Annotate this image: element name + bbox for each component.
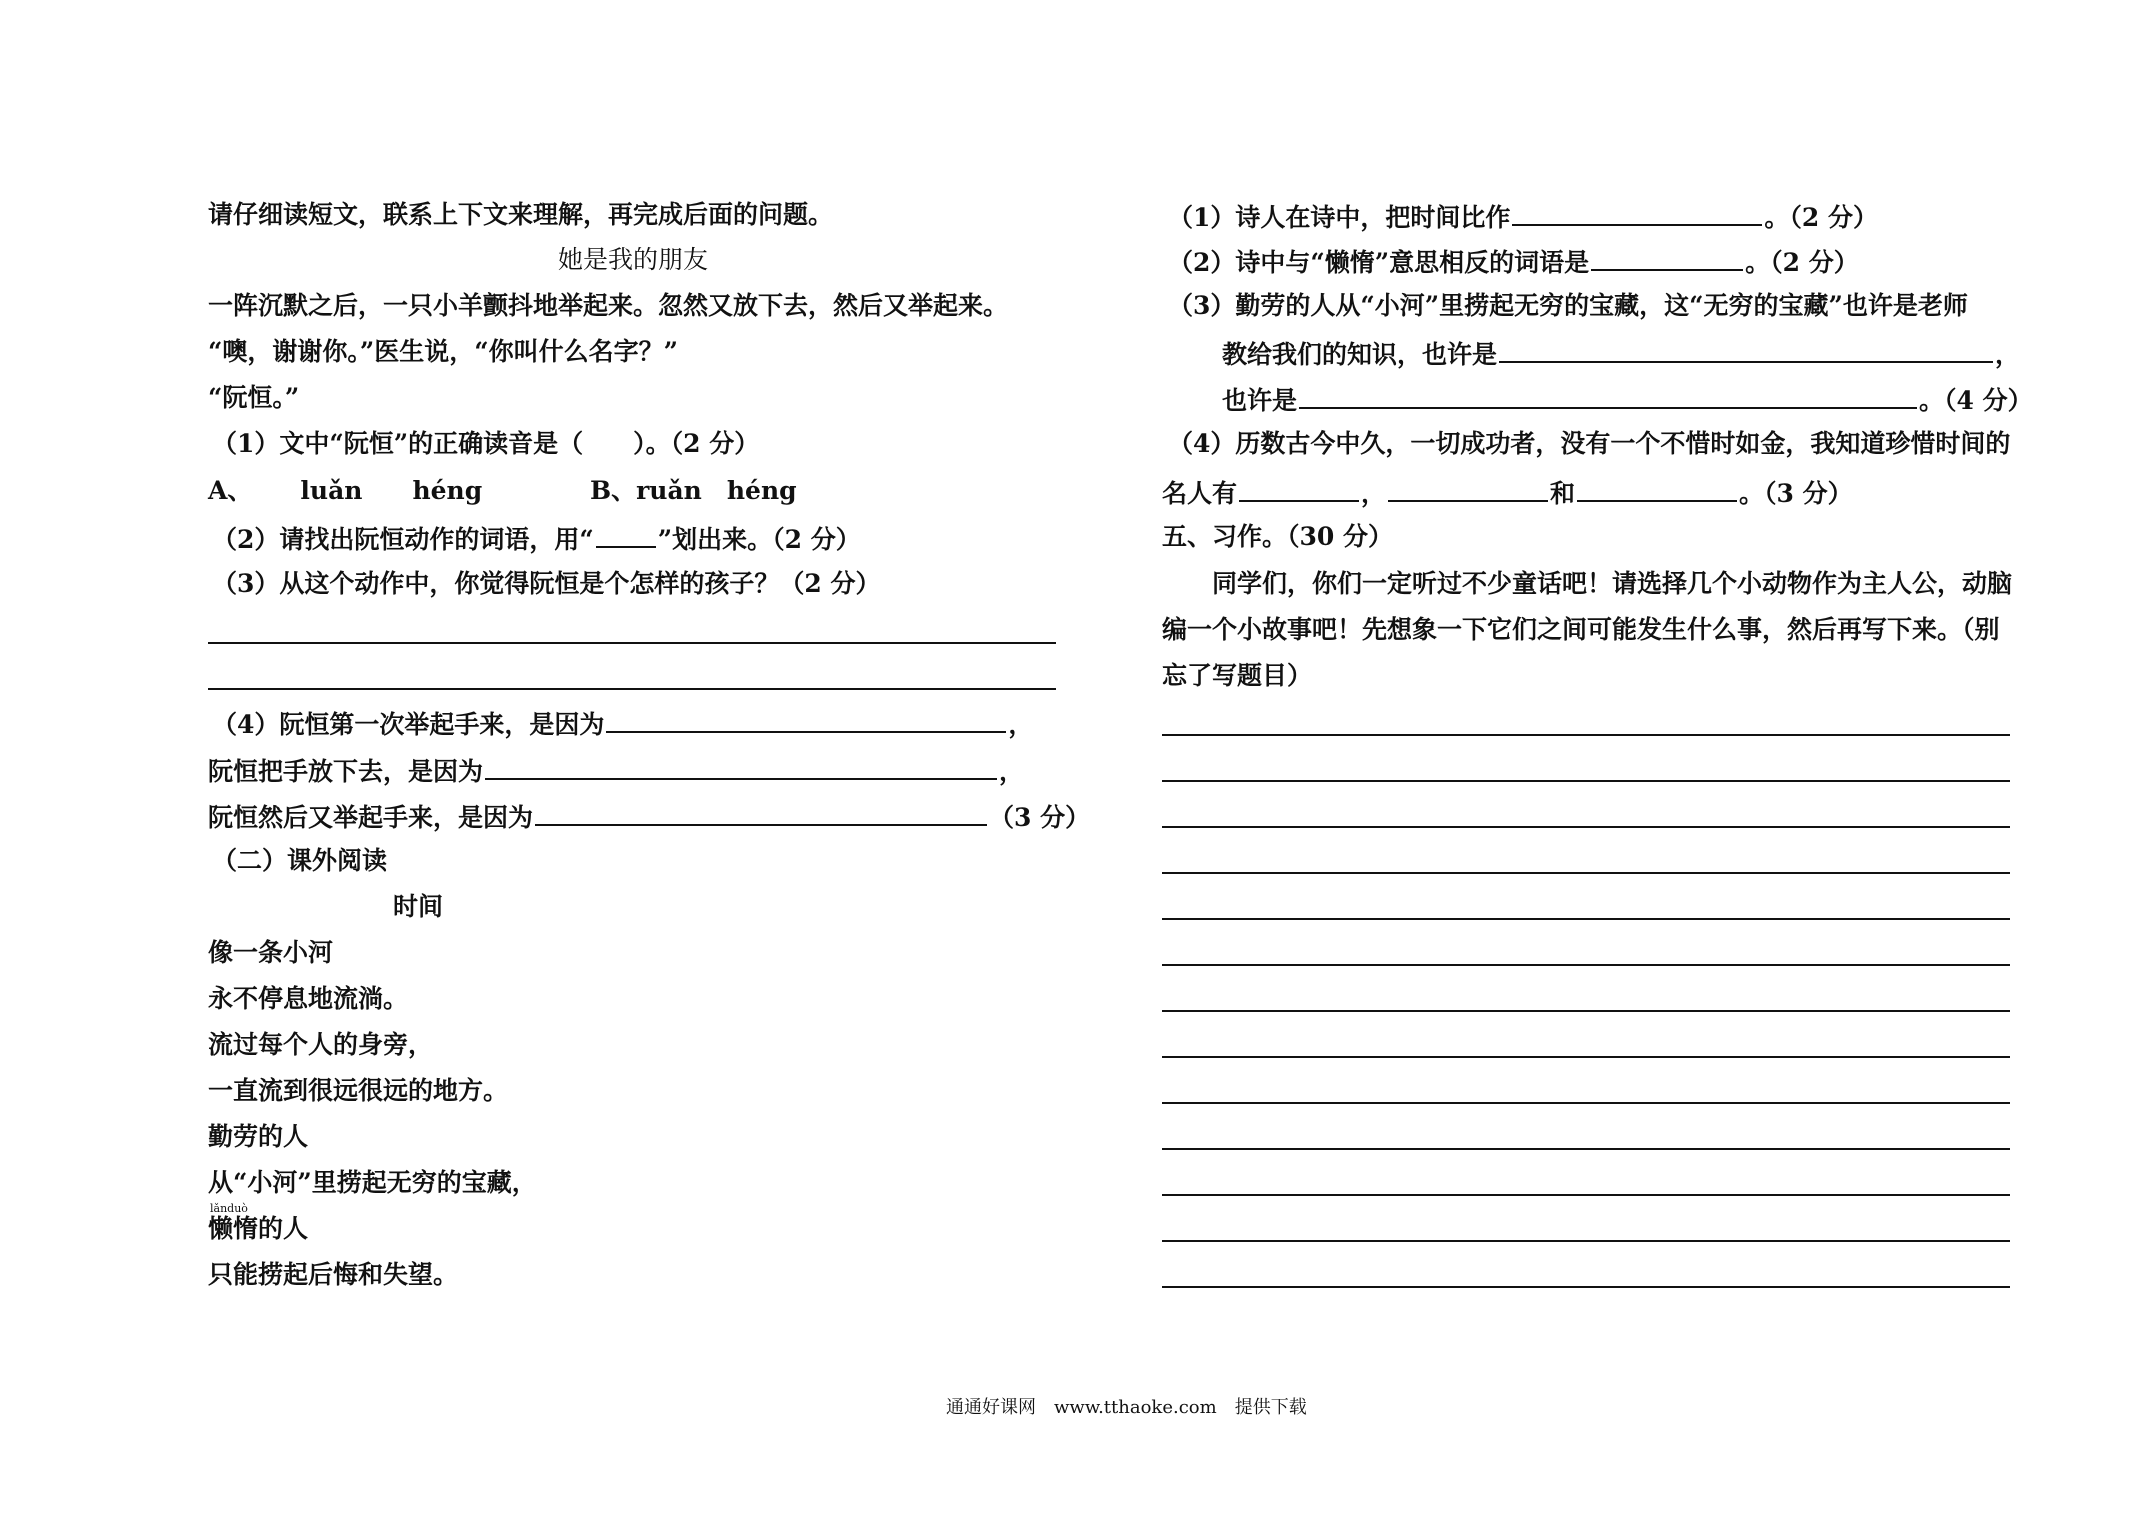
- reading-question-4-line-1: （4）历数古今中久，一切成功者，没有一个不惜时如金，我知道珍惜时间的: [1168, 429, 2011, 458]
- answer-blank-r1[interactable]: [1512, 200, 1762, 226]
- poem-line-6: 从“小河”里捞起无穷的宝藏，: [208, 1168, 537, 1197]
- poem-line-5: 勤劳的人: [208, 1122, 309, 1151]
- answer-blank-r3-1[interactable]: [1499, 337, 1993, 363]
- poem-line-7: 懒惰的人: [208, 1214, 309, 1243]
- section-2-heading: （二）课外阅读: [212, 846, 388, 875]
- story-title: 她是我的朋友: [558, 245, 709, 274]
- essay-line-11[interactable]: [1162, 1194, 2010, 1196]
- essay-prompt-line-3: 忘了写题目）: [1162, 661, 1313, 690]
- story-line-2: “噢，谢谢你。”医生说，“你叫什么名字？”: [208, 337, 679, 366]
- option-b-pinyin: ruǎn héng: [636, 476, 797, 505]
- answer-blank-r4-2[interactable]: [1388, 476, 1548, 502]
- answer-blank-q4-1[interactable]: [606, 707, 1006, 733]
- essay-line-9[interactable]: [1162, 1102, 2010, 1104]
- essay-line-10[interactable]: [1162, 1148, 2010, 1150]
- poem-line-2: 永不停息地流淌。: [208, 984, 409, 1013]
- option-a-pinyin: luǎn héng: [300, 476, 483, 505]
- reading-question-3-line-3: 也许是 。（4 分）: [1222, 383, 2033, 416]
- question-4-line-2: 阮恒把手放下去，是因为 ，: [208, 754, 1024, 787]
- poem-line-1: 像一条小河: [208, 938, 334, 967]
- answer-blank-r3-2[interactable]: [1299, 383, 1917, 409]
- essay-prompt-line-1: 同学们，你们一定听过不少童话吧！请选择几个小动物作为主人公，动脑: [1212, 569, 2013, 598]
- story-line-1: 一阵沉默之后，一只小羊颤抖地举起来。忽然又放下去，然后又举起来。: [208, 291, 1009, 320]
- essay-line-8[interactable]: [1162, 1056, 2010, 1058]
- answer-line-q3-1[interactable]: [208, 642, 1056, 644]
- essay-line-7[interactable]: [1162, 1010, 2010, 1012]
- page-footer: 通通好课网 www.tthaoke.com 提供下载: [946, 1397, 1307, 1418]
- question-4-line-1: （4）阮恒第一次举起手来，是因为 ，: [212, 707, 1033, 740]
- answer-line-q3-2[interactable]: [208, 688, 1056, 690]
- essay-line-4[interactable]: [1162, 872, 2010, 874]
- answer-blank-r4-1[interactable]: [1239, 476, 1359, 502]
- poem-line-8: 只能捞起后悔和失望。: [208, 1260, 459, 1289]
- essay-line-2[interactable]: [1162, 780, 2010, 782]
- essay-line-13[interactable]: [1162, 1286, 2010, 1288]
- intro-instruction: 请仔细读短文，联系上下文来理解，再完成后面的问题。: [208, 200, 834, 229]
- answer-blank-r4-3[interactable]: [1577, 476, 1737, 502]
- essay-prompt-line-2: 编一个小故事吧！先想象一下它们之间可能发生什么事，然后再写下来。（别: [1162, 615, 2000, 644]
- poem-line-4: 一直流到很远很远的地方。: [208, 1076, 509, 1105]
- essay-line-3[interactable]: [1162, 826, 2010, 828]
- reading-question-3-line-1: （3）勤劳的人从“小河”里捞起无穷的宝藏，这“无穷的宝藏”也许是老师: [1168, 291, 1968, 320]
- answer-blank-q4-2[interactable]: [485, 754, 997, 780]
- poem-line-3: 流过每个人的身旁，: [208, 1030, 434, 1059]
- option-b-label: B、: [590, 476, 637, 505]
- reading-question-1: （1）诗人在诗中，把时间比作 。（2 分）: [1168, 200, 1878, 233]
- story-line-3: “阮恒。”: [208, 383, 300, 412]
- answer-blank-r2[interactable]: [1591, 245, 1743, 271]
- question-1: （1）文中“阮恒”的正确读音是（ ）。（2 分）: [212, 429, 760, 458]
- underline-sample: [596, 522, 656, 548]
- answer-blank-q4-3[interactable]: [535, 800, 987, 826]
- option-a: [208, 476, 482, 506]
- section-5-heading: 五、习作。（30 分）: [1162, 522, 1393, 551]
- pinyin-annotation: lǎnduò: [210, 1202, 248, 1215]
- poem-title: 时间: [393, 892, 444, 921]
- reading-question-3-line-2: 教给我们的知识，也许是 ，: [1222, 337, 2020, 370]
- question-2: （2）请找出阮恒动作的词语，用“ ”划出来。（2 分）: [212, 522, 861, 555]
- reading-question-4-line-2: 名人有 ， 和 。（3 分）: [1162, 476, 1853, 509]
- option-b: [590, 476, 797, 506]
- question-4-line-3: 阮恒然后又举起手来，是因为 （3 分）: [208, 800, 1090, 833]
- essay-line-6[interactable]: [1162, 964, 2010, 966]
- essay-line-5[interactable]: [1162, 918, 2010, 920]
- question-3: （3）从这个动作中，你觉得阮恒是个怎样的孩子？（2 分）: [212, 569, 881, 598]
- essay-line-12[interactable]: [1162, 1240, 2010, 1242]
- option-a-label: A、: [208, 476, 253, 505]
- essay-line-1[interactable]: [1162, 734, 2010, 736]
- reading-question-2: （2）诗中与“懒惰”意思相反的词语是 。（2 分）: [1168, 245, 1859, 278]
